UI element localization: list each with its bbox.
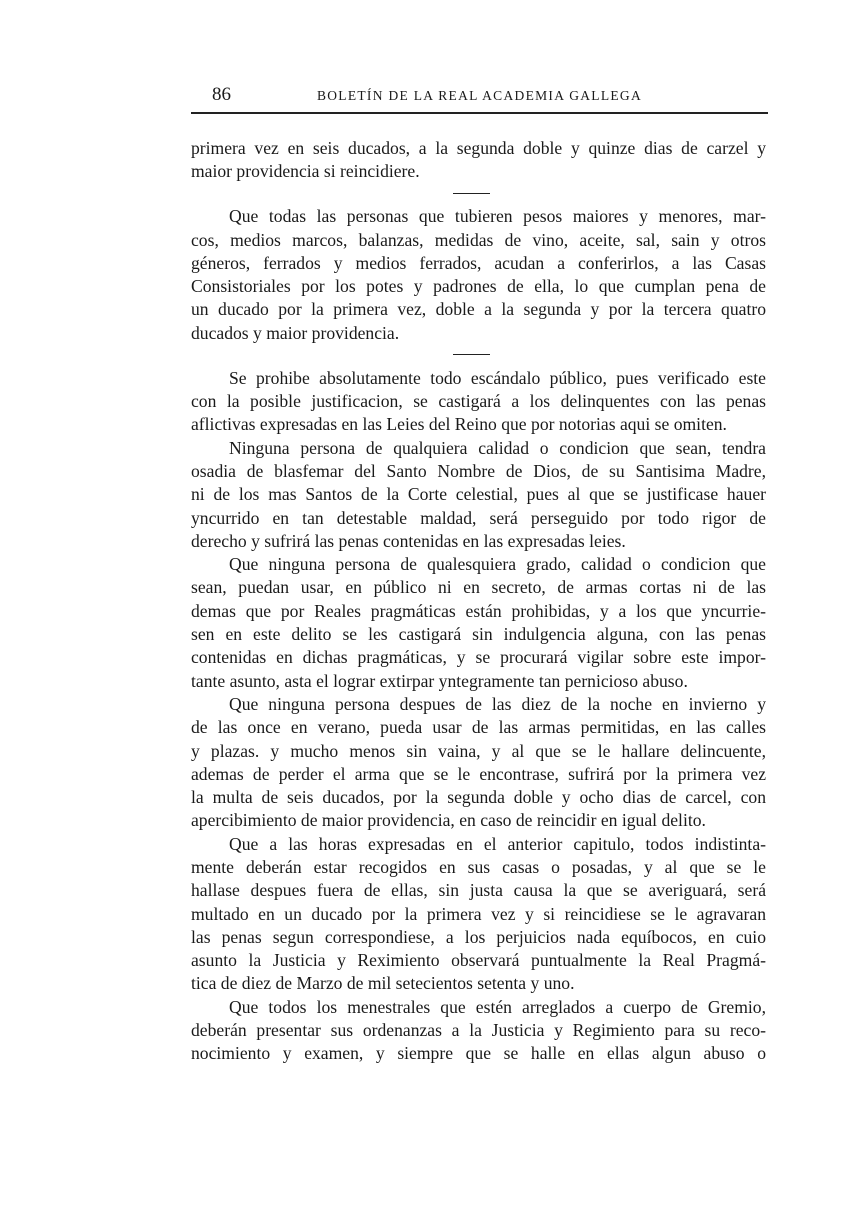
page-body bbox=[191, 137, 766, 1066]
paragraph bbox=[191, 996, 766, 1066]
text-line: osadia de blasfemar del Santo Nombre de Dios, de su Santisima Madre, bbox=[191, 460, 766, 481]
text-line: un ducado por la primera vez, doble a la segunda y por la tercera quatro bbox=[191, 299, 766, 320]
text-line: sen en este delito se les castigará sin indulgencia alguna, con las penas bbox=[191, 624, 766, 645]
text-line: Consistoriales por los potes y padrones de ella, lo que cumplan pena de bbox=[191, 276, 766, 297]
paragraph bbox=[191, 367, 766, 437]
text-line: Que a las horas expresadas en el anterior capitulo, todos indistinta- bbox=[229, 833, 766, 854]
text-line: yncurrido en tan detestable maldad, será perseguido por todo rigor de bbox=[191, 507, 766, 528]
section-separator bbox=[191, 345, 766, 367]
section-separator bbox=[191, 184, 766, 206]
text-line: derecho y sufrirá las penas contenidas en las expresadas leies. bbox=[191, 530, 626, 551]
text-line: sean, puedan usar, en público ni en secreto, de armas cortas ni de las bbox=[191, 577, 766, 598]
text-line: con la posible justificacion, se castigará a los delinquentes con las penas bbox=[191, 391, 766, 412]
text-line: contenidas en dichas pragmáticas, y se procurará vigilar sobre este impor- bbox=[191, 647, 766, 668]
text-line: asunto la Justicia y Reximiento observará puntualmente la Real Pragmá- bbox=[191, 950, 766, 971]
paragraph bbox=[191, 833, 766, 996]
text-line: tante asunto, asta el lograr extirpar yntegramente tan pernicioso abuso. bbox=[191, 670, 688, 691]
text-line: multado en un ducado por la primera vez y si reincidiese se le agravaran bbox=[191, 903, 766, 924]
text-line: tica de diez de Marzo de mil setecientos setenta y uno. bbox=[191, 973, 575, 994]
text-line: Que todas las personas que tubieren pesos maiores y menores, mar- bbox=[229, 206, 766, 227]
text-line: nocimiento y examen, y siempre que se halle en ellas algun abuso o bbox=[191, 1043, 766, 1064]
text-line: ni de los mas Santos de la Corte celestial, pues al que se justificase hauer bbox=[191, 484, 766, 505]
text-line: cos, medios marcos, balanzas, medidas de vino, aceite, sal, sain y otros bbox=[191, 229, 766, 250]
text-line: ducados y maior providencia. bbox=[191, 322, 400, 343]
text-line: maior providencia si reincidiere. bbox=[191, 161, 420, 182]
text-line: Que ninguna persona despues de las diez de la noche en invierno y bbox=[229, 693, 766, 714]
text-line: aflictivas expresadas en las Leies del Reino que por notorias aqui se omiten. bbox=[191, 414, 727, 435]
text-line: géneros, ferrados y medios ferrados, acudan a conferirlos, a las Casas bbox=[191, 252, 766, 273]
text-line: Se prohibe absolutamente todo escándalo público, pues verificado este bbox=[229, 367, 766, 388]
text-line: y plazas. y mucho menos sin vaina, y al que se le hallare delincuente, bbox=[191, 740, 766, 761]
paragraph bbox=[191, 693, 766, 833]
paragraph bbox=[191, 205, 766, 345]
paragraph bbox=[191, 137, 766, 184]
header-rule bbox=[191, 112, 768, 114]
text-line: mente deberán estar recogidos en sus casas o posadas, y al que se le bbox=[191, 856, 766, 877]
text-line: hallase despues fuera de ellas, sin justa causa la que se averiguará, será bbox=[191, 880, 766, 901]
text-line: de las once en verano, pueda usar de las armas permitidas, en las calles bbox=[191, 717, 766, 738]
text-line: Que todos los menestrales que estén arreglados a cuerpo de Gremio, bbox=[229, 996, 766, 1017]
text-line: las penas segun correspondiese, a los perjuicios nada equíbocos, en cuio bbox=[191, 926, 766, 947]
paragraph bbox=[191, 553, 766, 693]
page-number: 86 bbox=[212, 84, 231, 105]
text-line: Ninguna persona de qualquiera calidad o condicion que sean, tendra bbox=[229, 437, 766, 458]
text-line: la multa de seis ducados, por la segunda doble y ocho dias de carcel, con bbox=[191, 787, 766, 808]
text-line: ademas de perder el arma que se le encontrase, sufrirá por la primera vez bbox=[191, 763, 766, 784]
text-line: demas que por Reales pragmáticas están prohibidas, y a los que yncurrie- bbox=[191, 600, 766, 621]
text-line: apercibimiento de maior providencia, en caso de reincidir en igual delito. bbox=[191, 810, 706, 831]
text-line: primera vez en seis ducados, a la segunda doble y quinze dias de carzel y bbox=[191, 138, 766, 158]
page-header bbox=[191, 84, 768, 114]
running-title: BOLETÍN DE LA REAL ACADEMIA GALLEGA bbox=[316, 88, 643, 103]
text-line: Que ninguna persona de qualesquiera grado, calidad o condicion que bbox=[229, 554, 766, 575]
text-line: deberán presentar sus ordenanzas a la Justicia y Regimiento para su reco- bbox=[191, 1020, 766, 1041]
paragraph bbox=[191, 437, 766, 553]
